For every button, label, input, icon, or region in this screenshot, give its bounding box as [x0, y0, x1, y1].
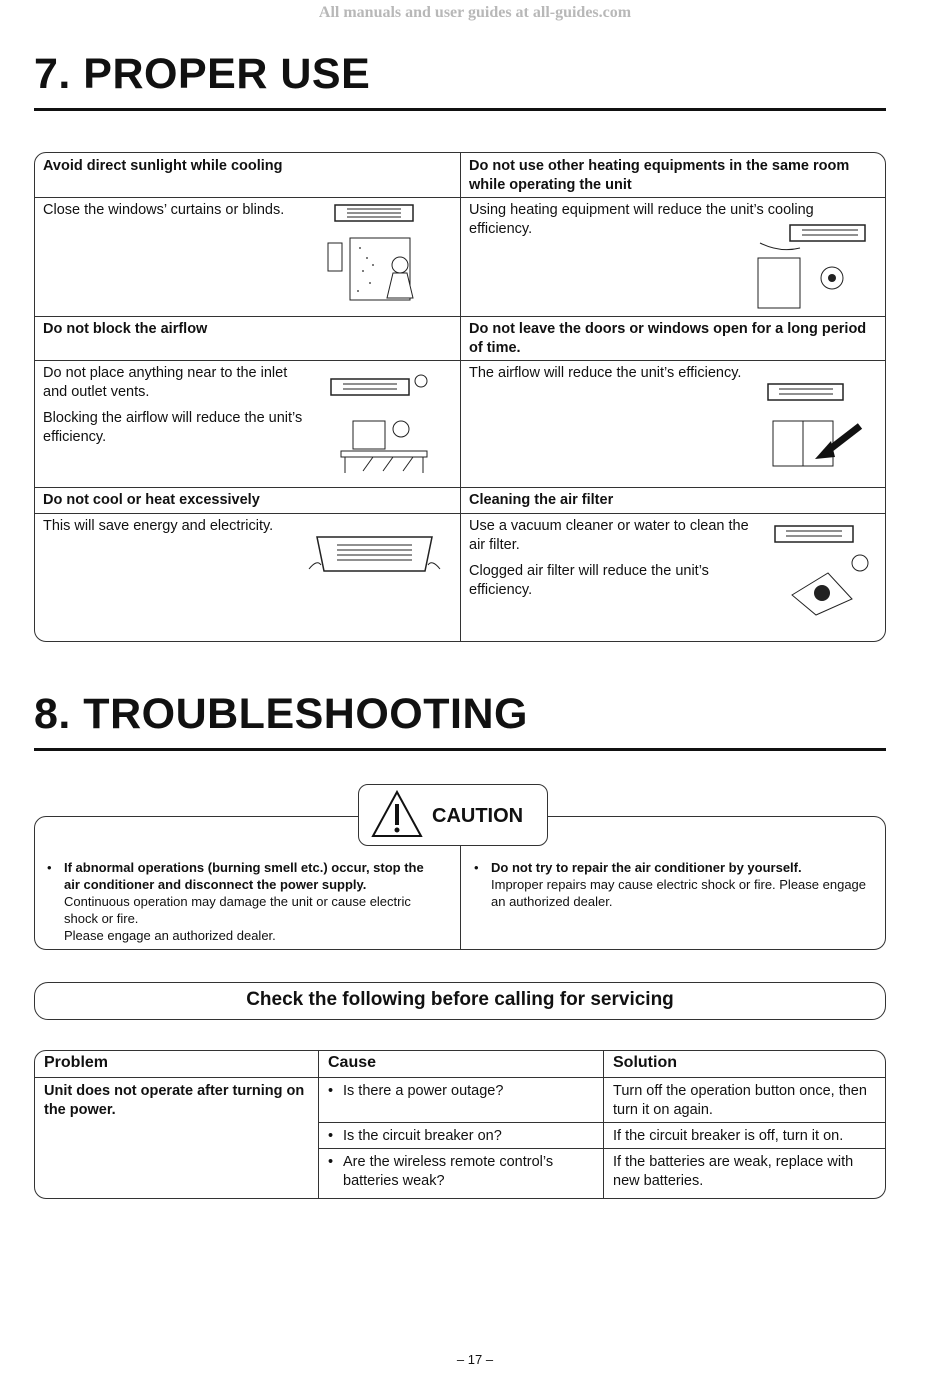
- tip-title-heating: Do not use other heating equipments in the same room while operating the unit: [469, 158, 850, 193]
- header-problem: Problem: [44, 1054, 109, 1071]
- check-banner: Check the following before calling for servicing: [34, 982, 886, 1020]
- header-solution: Solution: [613, 1054, 677, 1071]
- problem-cell: Unit does not operate after turning on the power.: [44, 1083, 305, 1118]
- tip-title-doors: Do not leave the doors or windows open for a long period of time.: [469, 321, 867, 356]
- caution-left-item: • If abnormal operations (burning smell etc.) occur, stop the air conditioner and disconnect the power supply. Continuous operation may damage the unit or cause electric shock or fire. Please engage an authorized dealer.: [47, 860, 424, 943]
- title-rule: [34, 748, 886, 751]
- filter-cleaning-illustration: [770, 523, 875, 618]
- watermark: All manuals and user guides at all-guides.com: [318, 4, 632, 21]
- tip-body-heating: Using heating equipment will reduce the unit’s cooling efficiency.: [469, 202, 814, 237]
- tip-title-airflow: Do not block the airflow: [43, 321, 208, 337]
- tip-title-sunlight: Avoid direct sunlight while cooling: [43, 158, 283, 174]
- tip-title-excessive: Do not cool or heat excessively: [43, 492, 260, 508]
- solution-cell: Turn off the operation button once, then turn it on again.: [613, 1083, 867, 1118]
- solution-cell: If the batteries are weak, replace with new batteries.: [613, 1154, 854, 1189]
- caution-label: CAUTION: [432, 805, 524, 827]
- table-row: • Are the wireless remote control’s batteries weak?: [319, 1151, 603, 1193]
- open-window-illustration: [765, 381, 875, 471]
- header-cause: Cause: [328, 1054, 377, 1071]
- sunlight-curtain-illustration: [325, 203, 425, 308]
- table-row: • Is the circuit breaker on?: [319, 1125, 603, 1148]
- section-title-proper-use: 7. PROPER USE: [34, 50, 371, 98]
- heater-illustration: [750, 223, 870, 313]
- title-rule: [34, 108, 886, 111]
- warning-triangle-icon: [371, 789, 423, 839]
- tip-body-filter: Use a vacuum cleaner or water to clean the air filter. Clogged air filter will reduce the unit’s efficiency.: [469, 518, 749, 598]
- tip-title-filter: Cleaning the air filter: [469, 492, 614, 508]
- tip-body-excessive: This will save energy and electricity.: [43, 518, 274, 534]
- section-title-troubleshooting: 8. TROUBLESHOOTING: [34, 690, 528, 738]
- proper-use-table: [34, 152, 886, 642]
- air-conditioner-icon: [307, 531, 442, 581]
- caution-header: [358, 784, 548, 846]
- page-number: – 17 –: [456, 1352, 494, 1367]
- tip-body-sunlight: Close the windows’ curtains or blinds.: [43, 202, 285, 218]
- tip-body-doors: The airflow will reduce the unit’s efficiency.: [469, 365, 742, 381]
- table-row: • Is there a power outage?: [319, 1080, 603, 1103]
- tip-body-airflow: Do not place anything near to the inlet and outlet vents. Blocking the airflow will reduce the unit’s efficiency.: [43, 365, 303, 445]
- troubleshooting-table: [34, 1050, 886, 1199]
- solution-cell: If the circuit breaker is off, turn it on.: [613, 1128, 844, 1144]
- blocked-airflow-illustration: [323, 371, 433, 476]
- caution-right-item: • Do not try to repair the air conditioner by yourself. Improper repairs may cause electric shock or fire. Please engage an authorized dealer.: [474, 860, 867, 909]
